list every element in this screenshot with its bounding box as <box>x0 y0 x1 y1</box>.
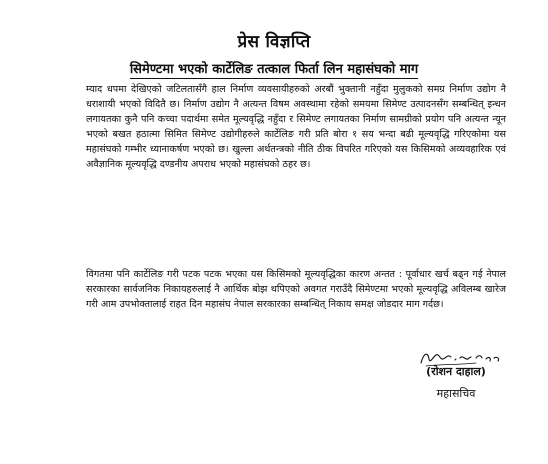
press-release-heading: प्रेस विज्ञप्ति <box>237 32 311 52</box>
body-paragraph-2: विगतमा पनि कार्टेलिङ गरी पटक पटक भएका यस किसिमको मूल्यवृद्धिका कारण अन्तत : पूर्वाधार खर्च बढ्न गई नेपाल सरकारका सार्वजनिक निकायहरुलाई नै आर्थिक बोझ थपिएको अवगत गराउँदै सिमेण्टमा भएको मूल्यवृद्धि अविलम्ब खारेज गरी आम उपभोक्तालाई राहत दिन महासंघ नेपाल सरकारका सम्बन्धित् निकाय समक्ष जोडदार माग गर्दछ। <box>86 269 506 310</box>
subject-line <box>0 58 548 79</box>
subject-text: सिमेण्टमा भएको कार्टेलिङ तत्काल फिर्ता लिन महासंघको माग <box>130 59 418 79</box>
body-paragraph-1: म्याद धपमा देखिएको जटिलतासँगै हाल निर्माण व्यवसायीहरुको अरबौं भुक्तानी नहुँदा मुलुकको समग्र निर्माण उद्योग नै धराशायी भएको विदितै छ। निर्माण उद्योग नै अत्यन्त विषम अवस्थामा रहेको समयमा सिमेण्ट उत्पादनसँग सम्बन्धित् इन्धन लगायतका कुनै पनि कच्चा पदार्थमा समेत मूल्यवृद्धि नहुँदा र सिमेण्ट लगायतका निर्माण सामग्रीको प्रयोग पनि अत्यन्त न्यून भएको बखत हठात्मा सिमित सिमेण्ट उद्योगीहरुले कार्टेलिङ गरी प्रति बोरा १ सय भन्दा बढी मूल्यवृद्धि गरिएकोमा यस महासंघको गम्भीर ध्यानाकर्षण भएको छ। खुल्ला अर्थतन्त्रको नीति ठीक विपरित गरिएको यस किसिमको अव्यवहारिक एवं अवैज्ञानिक मूल्यवृद्धि दण्डनीय अपराध भएको महासंघको ठहर छ। <box>86 84 506 170</box>
signer-name: (रोशन दाहाल) <box>426 365 486 378</box>
signer-title: महासचिव <box>436 387 476 400</box>
